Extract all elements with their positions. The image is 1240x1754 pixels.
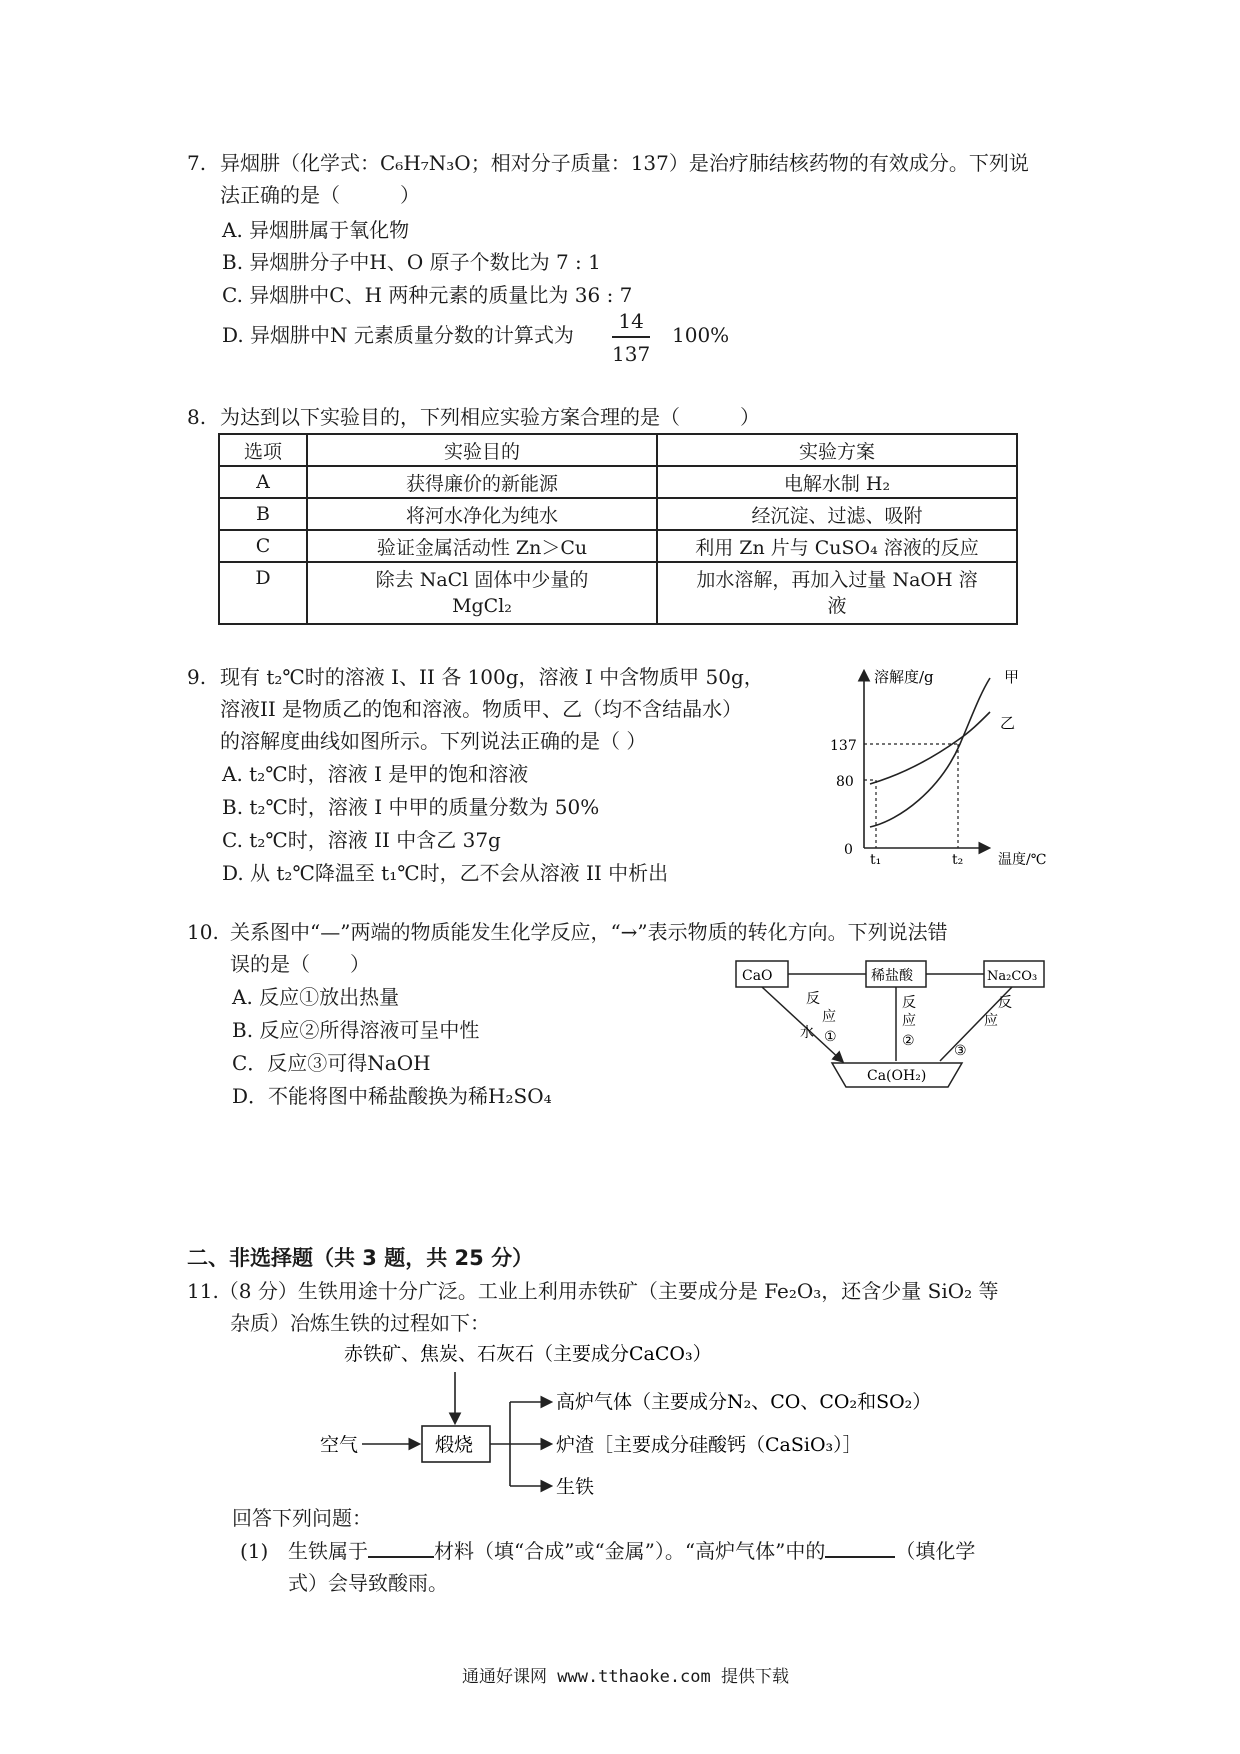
q10-label-caoh2: Ca(OH₂) bbox=[867, 1068, 927, 1084]
q9-option-b: B. t₂℃时，溶液 I 中甲的质量分数为 50% bbox=[222, 795, 600, 819]
q11-sub1-line2: 式）会导致酸雨。 bbox=[288, 1571, 448, 1595]
q11-output-gas: 高炉气体（主要成分N₂、CO、CO₂和SO₂） bbox=[556, 1391, 932, 1413]
q10-label-cao: CaO bbox=[742, 968, 773, 984]
q10-mid-label-2: 应 bbox=[902, 1013, 916, 1029]
q9-ylabel: 溶解度/g bbox=[874, 668, 934, 686]
q10-left-label-3: 水 bbox=[800, 1025, 814, 1041]
q9-label-jia: 甲 bbox=[1004, 668, 1020, 686]
q10-option-a: A. 反应①放出热量 bbox=[232, 985, 400, 1009]
q11-sub1-text-a: 生铁属于 bbox=[288, 1539, 368, 1563]
q10-stem-line2: 误的是（ ） bbox=[230, 952, 370, 976]
q9-curve-yi bbox=[870, 712, 990, 784]
q10-left-label-4: ① bbox=[824, 1029, 837, 1045]
q7-option-a: A. 异烟肼属于氧化物 bbox=[222, 218, 410, 242]
table-row bbox=[219, 530, 1017, 562]
q9-xtick-t1: t₁ bbox=[870, 852, 882, 865]
q7-fraction-numerator: 14 bbox=[612, 306, 650, 338]
q11-process-flow bbox=[320, 1338, 1020, 1498]
q8-header-purpose: 实验目的 bbox=[307, 434, 657, 466]
q11-raw-materials: 赤铁矿、焦炭、石灰石（主要成分CaCO₃） bbox=[344, 1343, 712, 1365]
q9-option-c: C. t₂℃时，溶液 II 中含乙 37g bbox=[222, 828, 501, 852]
q10-option-c: C．反应③可得NaOH bbox=[232, 1051, 431, 1075]
q11-stem-line2: 杂质）冶炼生铁的过程如下： bbox=[230, 1311, 490, 1335]
q10-stem-line1: 关系图中“—”两端的物质能发生化学反应，“→”表示物质的转化方向。下列说法错 bbox=[230, 920, 948, 944]
q11-blank-formula[interactable] bbox=[825, 1536, 895, 1558]
q7-percent: 100% bbox=[672, 323, 730, 347]
q7-fraction-denominator: 137 bbox=[612, 342, 651, 366]
q11-output-iron: 生铁 bbox=[556, 1476, 595, 1498]
q9-stem-line3: 的溶解度曲线如图所示。下列说法正确的是（ ） bbox=[220, 729, 647, 753]
q7-option-b: B. 异烟肼分子中H、O 原子个数比为 7 : 1 bbox=[222, 250, 601, 274]
q8-table-header-row bbox=[219, 434, 1017, 466]
q11-blank-material[interactable] bbox=[368, 1536, 434, 1558]
q10-right-label-3: ③ bbox=[954, 1043, 967, 1059]
q8-row-a-plan: 电解水制 H₂ bbox=[657, 466, 1017, 498]
q8-row-b-purpose: 将河水净化为纯水 bbox=[307, 498, 657, 530]
q8-row-d-plan: 加水溶解，再加入过量 NaOH 溶 bbox=[696, 569, 978, 591]
q8-row-d-plan-line2: 液 bbox=[827, 595, 847, 617]
q8-row-d-purpose: 除去 NaCl 固体中少量的 bbox=[375, 569, 589, 591]
q9-stem-line2: 溶液II 是物质乙的饱和溶液。物质甲、乙（均不含结晶水） bbox=[220, 697, 743, 721]
q11-sub1-line1 bbox=[288, 1536, 975, 1566]
q8-row-d-purpose-cell bbox=[307, 562, 657, 624]
q11-sub1-text-b: 材料（填“合成”或“金属”）。“高炉气体”中的 bbox=[434, 1539, 826, 1563]
q9-option-d: D. 从 t₂℃降温至 t₁℃时，乙不会从溶液 II 中析出 bbox=[222, 861, 669, 885]
q9-option-a: A. t₂℃时，溶液 I 是甲的饱和溶液 bbox=[222, 762, 529, 786]
q10-right-label-1: 反 bbox=[998, 995, 1012, 1011]
q10-option-b: B. 反应②所得溶液可呈中性 bbox=[232, 1018, 480, 1042]
q9-xlabel: 温度/℃ bbox=[998, 852, 1047, 865]
table-row bbox=[219, 466, 1017, 498]
q11-output-slag: 炉渣［主要成分硅酸钙（CaSiO₃）］ bbox=[556, 1434, 862, 1456]
q9-ytick-137: 137 bbox=[830, 738, 857, 754]
q9-label-yi: 乙 bbox=[1000, 714, 1016, 732]
q8-row-a-purpose: 获得廉价的新能源 bbox=[307, 466, 657, 498]
q10-mid-label-1: 反 bbox=[902, 995, 916, 1011]
q8-row-b-option: B bbox=[219, 498, 307, 530]
q10-mid-label-3: ② bbox=[902, 1033, 915, 1049]
q7-stem-line2: 法正确的是（ ） bbox=[220, 183, 420, 207]
q11-stem-line1: 11.（8 分）生铁用途十分广泛。工业上利用赤铁矿（主要成分是 Fe₂O₃，还含少量 SiO₂ 等 bbox=[187, 1279, 999, 1303]
q8-header-option: 选项 bbox=[219, 434, 307, 466]
q10-left-label-2: 应 bbox=[822, 1009, 836, 1025]
q8-row-d-purpose-line2: MgCl₂ bbox=[452, 595, 512, 617]
q9-solubility-chart bbox=[830, 660, 1070, 865]
q8-header-plan: 实验方案 bbox=[657, 434, 1017, 466]
q7-fraction bbox=[612, 306, 650, 370]
q8-number: 8. bbox=[187, 405, 207, 429]
q9-ytick-0: 0 bbox=[844, 842, 853, 858]
q10-label-hcl: 稀盐酸 bbox=[871, 968, 913, 984]
q11-process-label: 煅烧 bbox=[435, 1434, 474, 1456]
q8-row-c-plan: 利用 Zn 片与 CuSO₄ 溶液的反应 bbox=[657, 530, 1017, 562]
q8-row-d-plan-cell bbox=[657, 562, 1017, 624]
q10-option-d: D．不能将图中稀盐酸换为稀H₂SO₄ bbox=[232, 1084, 552, 1108]
q8-row-d-option: D bbox=[219, 562, 307, 624]
page-footer: 通通好课网 www.tthaoke.com 提供下载 bbox=[462, 1667, 789, 1687]
q8-row-c-option: C bbox=[219, 530, 307, 562]
table-row bbox=[219, 562, 1017, 624]
q7-stem-line1: 异烟肼（化学式：C₆H₇N₃O；相对分子质量：137）是治疗肺结核药物的有效成分。下列说 bbox=[220, 151, 1029, 175]
q8-stem: 为达到以下实验目的，下列相应实验方案合理的是（ ） bbox=[220, 405, 760, 429]
q10-label-na2co3: Na₂CO₃ bbox=[987, 969, 1038, 984]
q9-number: 9. bbox=[187, 665, 207, 689]
q10-right-label-2: 应 bbox=[984, 1013, 998, 1029]
q11-air: 空气 bbox=[320, 1434, 359, 1456]
q10-relation-diagram bbox=[730, 955, 1050, 1095]
q8-row-a-option: A bbox=[219, 466, 307, 498]
q11-answer-prompt: 回答下列问题： bbox=[232, 1506, 372, 1530]
q7-number: 7. bbox=[187, 151, 207, 175]
q9-xtick-t2: t₂ bbox=[952, 852, 964, 865]
q8-table bbox=[218, 433, 1018, 625]
q7-option-c: C. 异烟肼中C、H 两种元素的质量比为 36 : 7 bbox=[222, 283, 633, 307]
q11-sub1-number: (1) bbox=[240, 1539, 269, 1563]
q7-option-d: D. 异烟肼中N 元素质量分数的计算式为 bbox=[222, 323, 574, 347]
q10-number: 10. bbox=[187, 920, 219, 944]
q8-row-c-purpose: 验证金属活动性 Zn＞Cu bbox=[307, 530, 657, 562]
q8-row-b-plan: 经沉淀、过滤、吸附 bbox=[657, 498, 1017, 530]
q10-left-label-1: 反 bbox=[806, 991, 820, 1007]
q11-sub1-text-c: （填化学 bbox=[895, 1539, 976, 1563]
q9-stem-line1: 现有 t₂℃时的溶液 I、II 各 100g，溶液 I 中含物质甲 50g， bbox=[220, 665, 764, 689]
table-row bbox=[219, 498, 1017, 530]
section2-title: 二、非选择题（共 3 题，共 25 分） bbox=[187, 1246, 534, 1270]
q9-ytick-80: 80 bbox=[836, 774, 854, 790]
q9-curve-jia bbox=[870, 678, 990, 827]
